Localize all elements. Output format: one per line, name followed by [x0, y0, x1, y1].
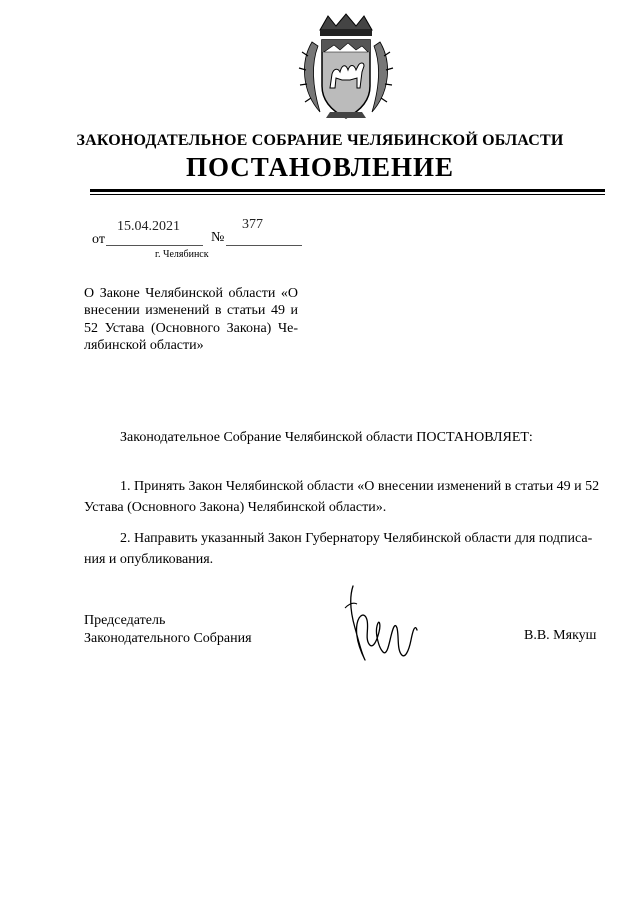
date-underline [106, 245, 203, 246]
number-underline [226, 245, 302, 246]
document-number: 377 [242, 217, 263, 232]
resolution-intro: Законодательное Собрание Челябинской области ПОСТАНОВЛЯЕТ: [120, 430, 533, 445]
coat-of-arms-icon [290, 12, 402, 124]
handwritten-signature-icon [335, 578, 435, 678]
number-sign: № [211, 230, 225, 245]
city-label: г. Челябинск [155, 249, 209, 260]
header-divider-thick [90, 189, 605, 192]
signer-position-line-2: Законодательного Собрания [84, 631, 252, 646]
paragraph-2-line-2: ния и опубликования. [84, 552, 214, 567]
paragraph-1-line-2: Устава (Основного Закона) Челябинской области». [84, 500, 387, 515]
document-date: 15.04.2021 [117, 219, 180, 234]
signer-name: В.В. Мякуш [524, 628, 597, 643]
signer-position [84, 612, 252, 648]
organization-title: ЗАКОНОДАТЕЛЬНОЕ СОБРАНИЕ ЧЕЛЯБИНСКОЙ ОБЛАСТИ [76, 132, 564, 149]
paragraph-1-line-1: 1. Принять Закон Челябинской области «О внесении изменений в статьи 49 и 52 [120, 479, 600, 494]
from-label: от [92, 232, 105, 247]
paragraph-2-line-1: 2. Направить указанный Закон Губернатору Челябинской области для подписа- [120, 531, 593, 546]
signer-position-line-1: Председатель [84, 613, 166, 628]
document-subject: О Законе Челябинской области «О внесении изменений в статьи 49 и 52 Устава (Основного Закона) Челябинской области» [84, 286, 298, 353]
document-type-heading: ПОСТАНОВЛЕНИЕ [185, 152, 455, 182]
header-divider-thin [90, 194, 605, 195]
